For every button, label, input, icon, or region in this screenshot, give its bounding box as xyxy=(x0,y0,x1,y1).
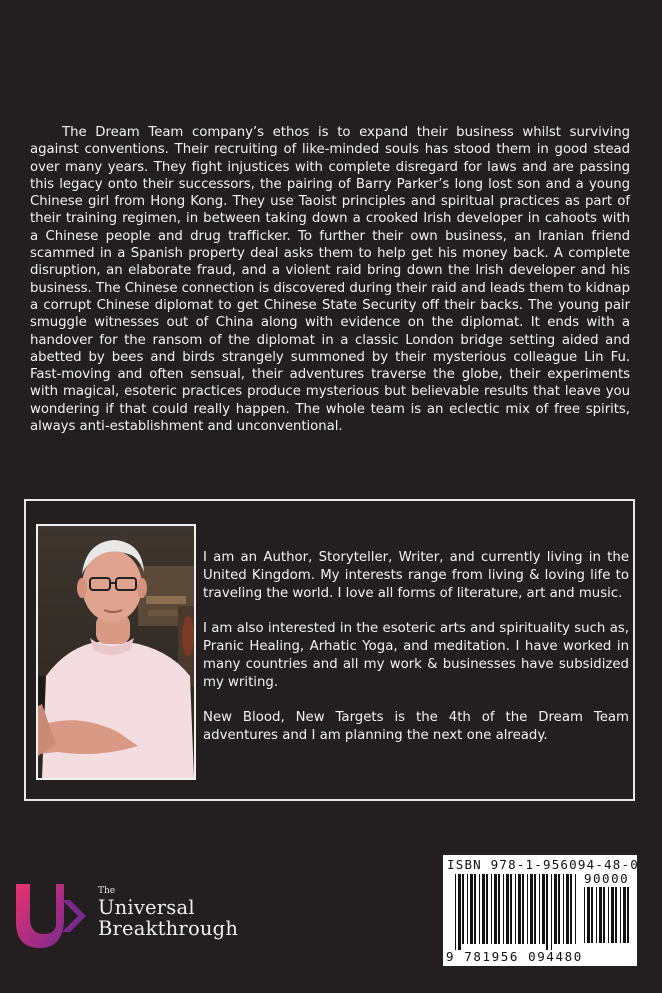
publisher-logo-the: The xyxy=(98,886,116,896)
book-blurb: The Dream Team company’s ethos is to expand their business whilst surviving against conventions. Their recruiting of like-minded souls has stood them in good stead over many years. They fight injustices with complete disregard for laws and are passing this legacy onto their successors, the pairing of Barry Parker’s long lost son and a young Chinese girl from Hong Kong. They use Taoist principles and spiritual practices as part of their training regimen, in between taking down a crooked Irish developer in cahoots with a Chinese people and drug trafficker. To further their own business, an Iranian friend scammed in a Spanish property deal asks them to help get his money back. A complete disruption, an elaborate fraud, and a violent raid bring down the Irish developer and his business. The Chinese connection is discovered during their raid and leads them to kidnap a corrupt Chinese diplomat to get Chinese State Security off their backs. The young pair smuggle witnesses out of China along with evidence on the diplomat. It ends with a handover for the ransom of the diplomat in a classic London bridge setting aided and abetted by bees and birds strangely summoned by their mysterious colleague Lin Fu. Fast-moving and often sensual, their adventures traverse the globe, their experiments with magical, esoteric practices produce mysterious but believable results that leave you wondering if that could really happen. The whole team is an eclectic mix of free spirits, always anti-establishment and unconventional. xyxy=(30,125,630,435)
author-bio-paragraph-2: I am also interested in the esoteric arts and spirituality such as, Pranic Healing, Arhatic Yoga, and meditation. I have worked in many countries and all my work & businesses have subsidized my writing. xyxy=(203,621,629,690)
ean-barcode-bars xyxy=(455,874,579,950)
price-barcode-bars xyxy=(584,887,632,949)
publisher-u-arrow-icon xyxy=(14,882,94,952)
ean-digits: 9 781956 094480 xyxy=(446,949,583,964)
isbn-barcode xyxy=(443,855,637,966)
price-code: 90000 xyxy=(584,871,630,886)
author-bio xyxy=(203,549,629,763)
author-bio-paragraph-3: New Blood, New Targets is the 4th of the Dream Team adventures and I am planning the next one already. xyxy=(203,710,629,743)
publisher-logo-breakthrough: Breakthrough xyxy=(98,917,239,940)
publisher-logo xyxy=(14,882,254,952)
author-portrait-image xyxy=(38,526,194,778)
author-photo xyxy=(36,524,196,780)
author-bio-paragraph-1: I am an Author, Storyteller, Writer, and currently living in the United Kingdom. My interests range from living & loving life to traveling the world. I love all forms of literature, art and music. xyxy=(203,550,629,601)
isbn-label: ISBN 978-1-956094-48-0 xyxy=(447,857,639,872)
publisher-logo-universal: Universal xyxy=(98,896,195,919)
